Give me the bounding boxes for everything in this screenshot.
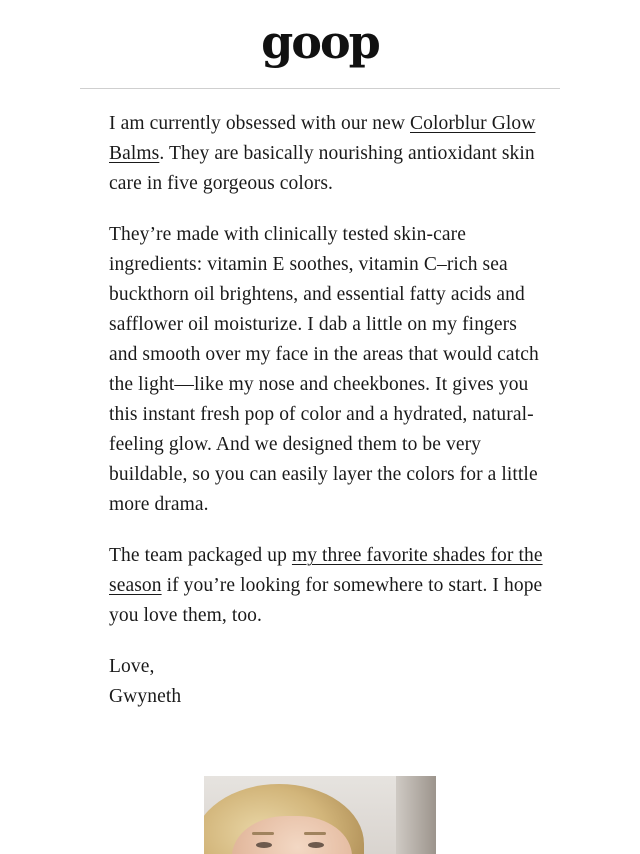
email-header (80, 0, 560, 89)
paragraph-shades-text: The team packaged up (109, 545, 292, 566)
paragraph-intro (109, 109, 549, 199)
signoff (109, 652, 549, 712)
photo-eye-left (256, 842, 272, 848)
paragraph-ingredients: They’re made with clinically tested skin-care ingredients: vitamin E soothes, vitamin C–rich sea buckthorn oil brightens, and essential fatty acids and safflower oil moisturize. I dab a little on my fingers and smooth over my face in the areas that would catch the light—like my nose and cheekbones. It gives you this instant fresh pop of color and a hydrated, natural-feeling glow. And we designed them to be very buildable, so you can easily layer the colors for a little more drama. (109, 224, 539, 515)
paragraph-intro-text: I am currently obsessed with our new (109, 113, 410, 134)
article-body (109, 109, 549, 733)
paragraph-shades-text-end: if you’re looking for somewhere to start. I hope you love them, too. (109, 575, 543, 626)
signoff-name: Gwyneth (109, 686, 182, 707)
goop-logo[interactable]: goop (261, 15, 379, 69)
photo-eye-right (308, 842, 324, 848)
favorite-shades-link[interactable]: my three favorite shades for the season (109, 545, 543, 596)
photo-brow-right (304, 832, 326, 835)
paragraph-shades (109, 541, 549, 631)
photo-background (396, 776, 436, 854)
colorblur-glow-balms-link[interactable]: Colorblur Glow Balms (109, 113, 536, 164)
signoff-closing: Love, (109, 656, 155, 677)
portrait-photo[interactable] (204, 776, 436, 854)
photo-brow-left (252, 832, 274, 835)
paragraph-intro-text-end: . They are basically nourishing antioxidant skin care in five gorgeous colors. (109, 143, 535, 194)
